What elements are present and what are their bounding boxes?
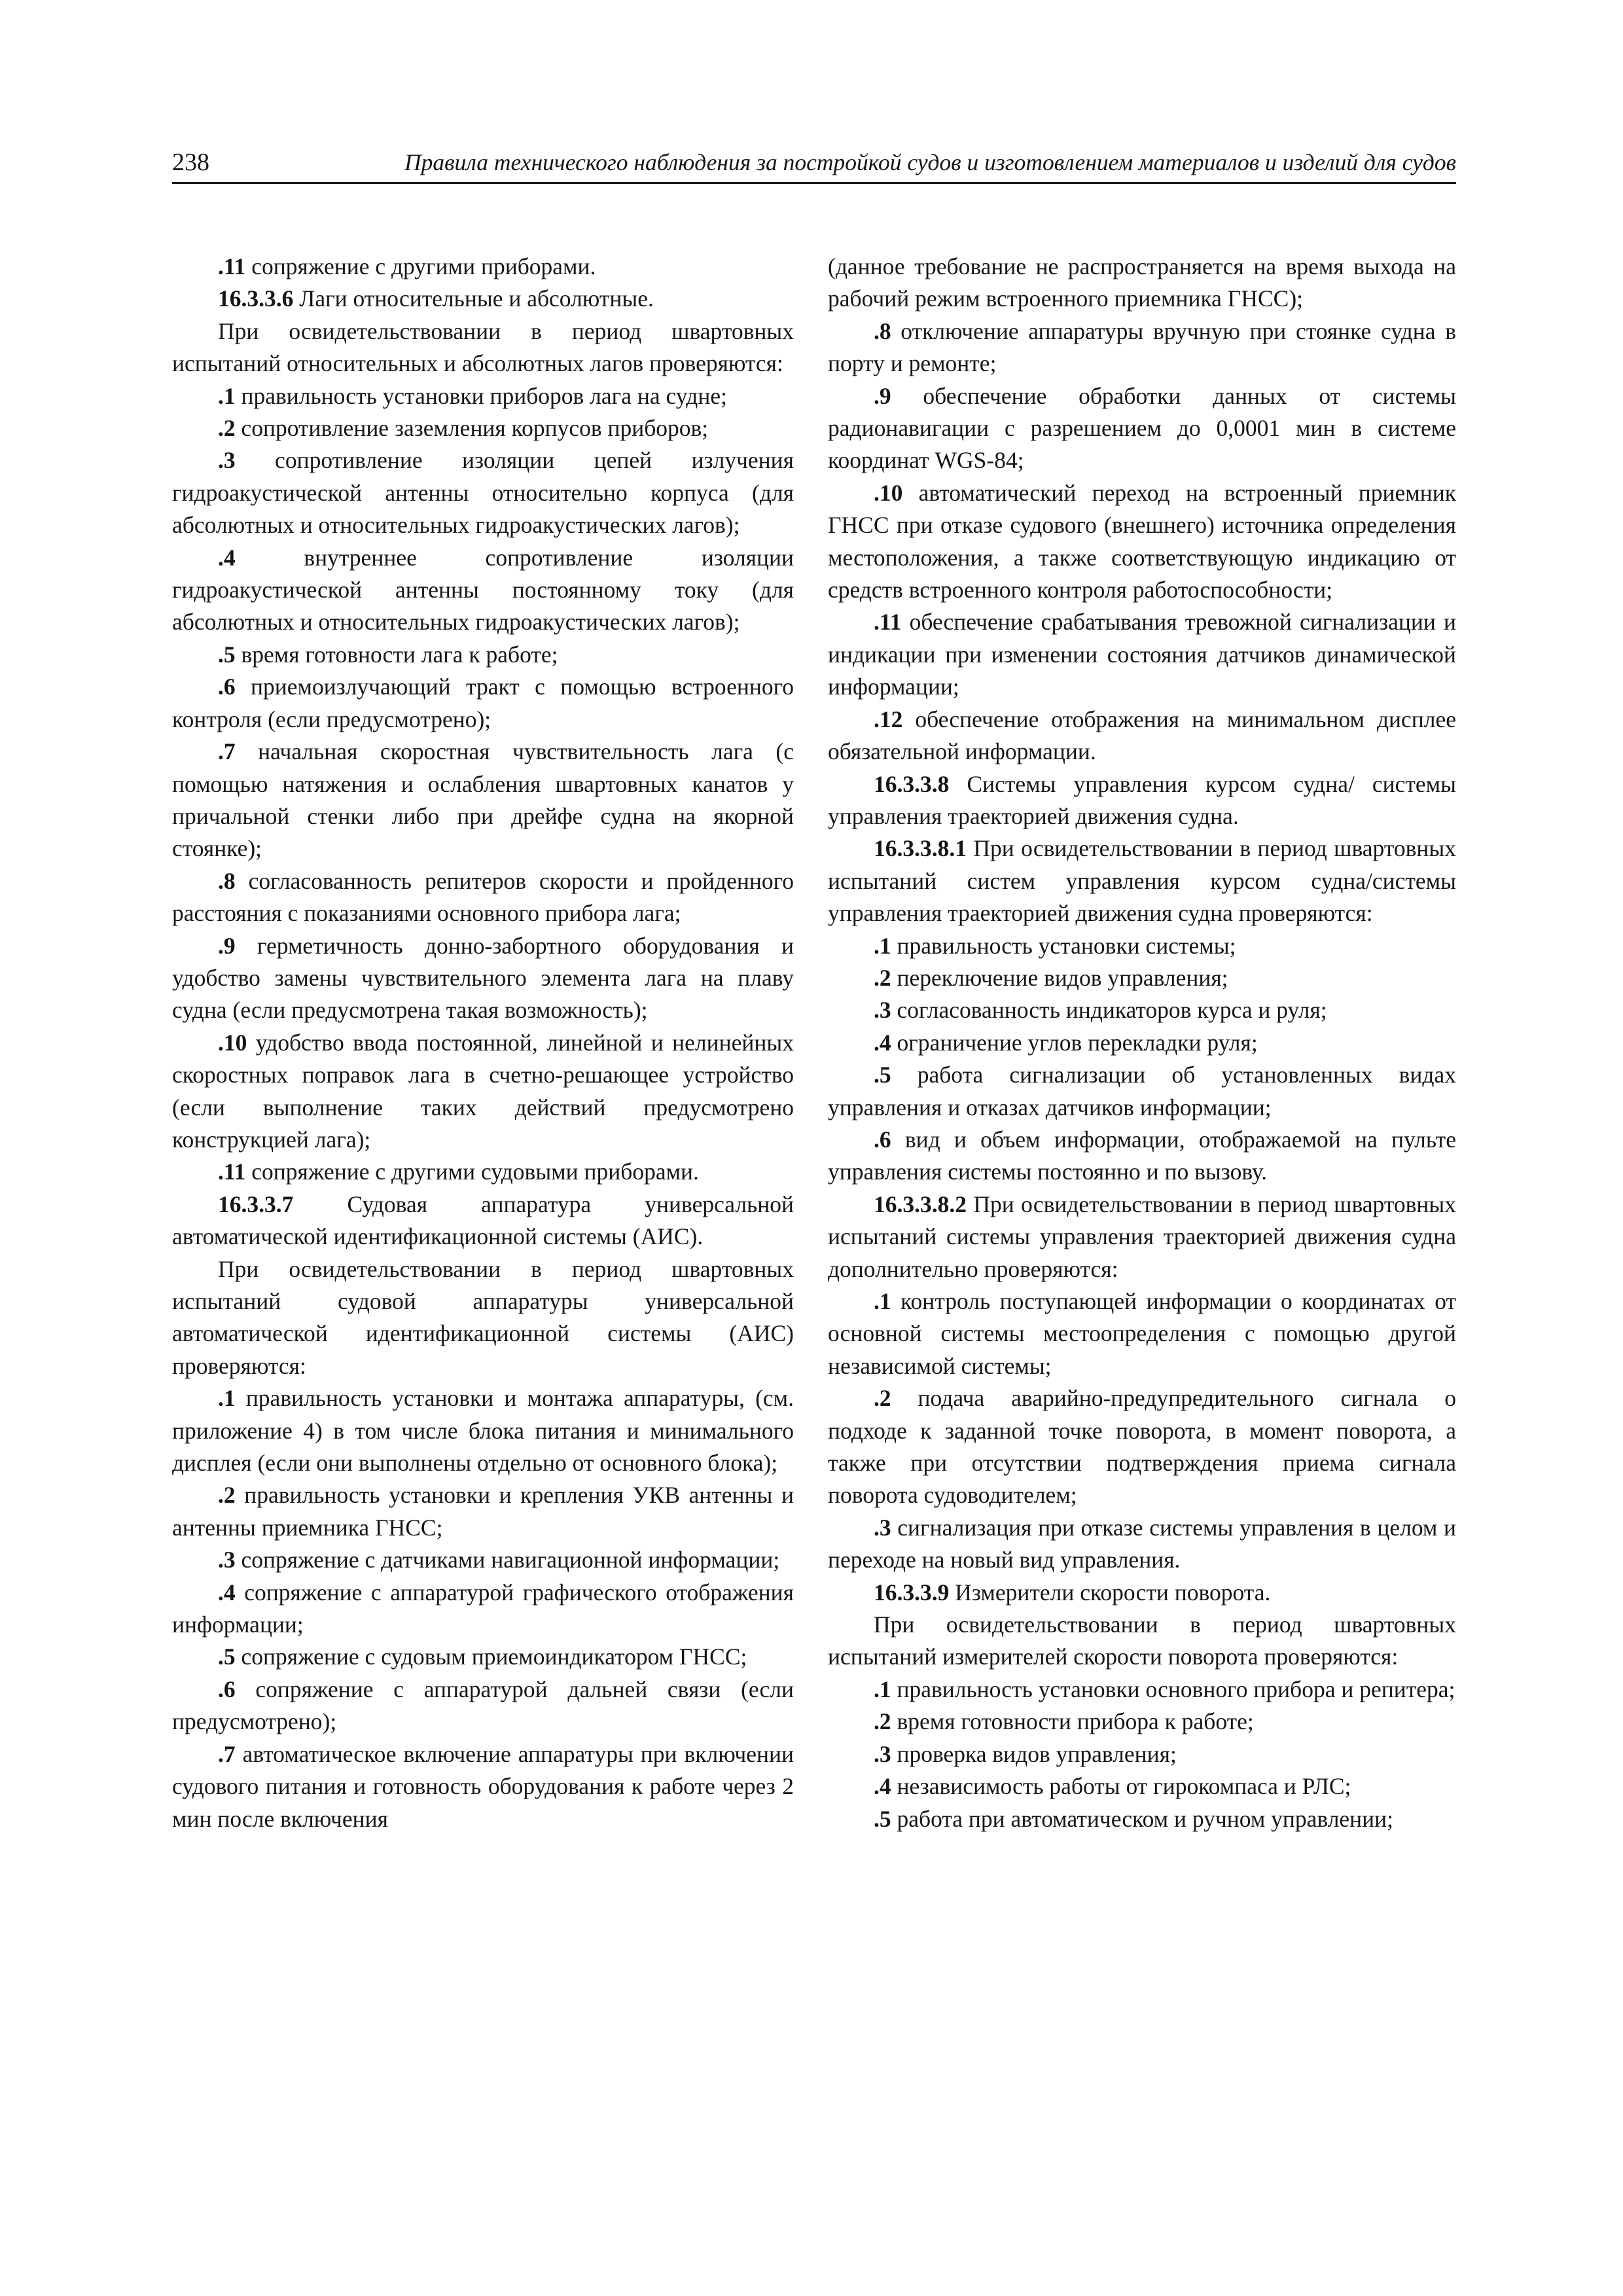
item-number: .4 bbox=[874, 1029, 891, 1056]
item-number: 16.3.3.8.2 bbox=[874, 1191, 967, 1217]
paragraph bbox=[172, 930, 794, 1027]
paragraph bbox=[828, 1803, 1456, 1835]
item-number: .7 bbox=[218, 1740, 236, 1767]
paragraph-text: переключение видов управления; bbox=[891, 964, 1228, 991]
item-number: .9 bbox=[218, 932, 236, 959]
paragraph bbox=[828, 994, 1456, 1026]
paragraph-text: согласованность индикаторов курса и руля; bbox=[891, 997, 1327, 1024]
item-number: .3 bbox=[218, 1547, 236, 1573]
item-number: .4 bbox=[218, 544, 236, 571]
item-number: .8 bbox=[218, 867, 236, 894]
paragraph-text: проверка видов управления; bbox=[891, 1740, 1177, 1767]
paragraph bbox=[828, 1512, 1456, 1577]
item-number: .6 bbox=[218, 673, 236, 700]
paragraph bbox=[172, 1544, 794, 1576]
item-number: .5 bbox=[218, 1643, 236, 1670]
paragraph-text: сопряжение с датчиками навигационной информации; bbox=[235, 1547, 780, 1573]
paragraph bbox=[828, 1706, 1456, 1738]
paragraph bbox=[828, 1124, 1456, 1189]
paragraph bbox=[172, 380, 794, 412]
paragraph-text: удобство ввода постоянной, линейной и нелинейных скоростных поправок лага в счетно-решающее устройство (если выполнение таких действий предусмотрено конструкцией лага); bbox=[172, 1029, 794, 1153]
paragraph bbox=[828, 1027, 1456, 1059]
item-number: .5 bbox=[874, 1062, 891, 1088]
paragraph-text: автоматический переход на встроенный приемник ГНСС при отказе судового (внешнего) источника определения местоположения, а также соответствующую индикацию от средств встроенного контроля работоспособности; bbox=[828, 479, 1456, 603]
item-number: .2 bbox=[218, 1482, 236, 1509]
paragraph-text: внутреннее сопротивление изоляции гидроакустической антенны постоянному току (для абсолютных и относительных гидроакустических лагов); bbox=[172, 544, 794, 636]
item-number: 16.3.3.9 bbox=[874, 1579, 950, 1605]
paragraph bbox=[172, 639, 794, 671]
paragraph-text: время готовности лага к работе; bbox=[235, 641, 558, 668]
paragraph bbox=[828, 1738, 1456, 1770]
item-number: 16.3.3.8.1 bbox=[874, 835, 967, 862]
paragraph bbox=[172, 1253, 794, 1383]
paragraph-text: контроль поступающей информации о координатах от основной системы местоопределения с помощью другой независимой системы; bbox=[828, 1288, 1456, 1379]
item-number: .5 bbox=[874, 1805, 891, 1832]
item-number: .12 bbox=[874, 706, 903, 732]
item-number: .2 bbox=[218, 415, 236, 442]
paragraph bbox=[172, 1479, 794, 1544]
paragraph-text: Лаги относительные и абсолютные. bbox=[293, 285, 654, 312]
paragraph bbox=[828, 606, 1456, 703]
item-number: .3 bbox=[874, 997, 891, 1024]
item-number: .1 bbox=[218, 1385, 236, 1412]
item-number: .4 bbox=[874, 1773, 891, 1800]
item-number: .3 bbox=[218, 447, 236, 474]
paragraph bbox=[828, 1674, 1456, 1706]
paragraph-text: сопряжение с другими приборами. bbox=[245, 253, 596, 279]
item-number: .6 bbox=[218, 1676, 236, 1702]
paragraph-text: сопряжение с аппаратурой дальней связи (если предусмотрено); bbox=[172, 1676, 794, 1735]
paragraph-text: согласованность репитеров скорости и пройденного расстояния с показаниями основного прибора лага; bbox=[172, 867, 794, 927]
item-number: .2 bbox=[874, 1708, 891, 1735]
item-number: .3 bbox=[874, 1740, 891, 1767]
paragraph-text: сигнализация при отказе системы управления в целом и переходе на новый вид управления. bbox=[828, 1514, 1456, 1573]
paragraph-text: работа при автоматическом и ручном управлении; bbox=[891, 1805, 1394, 1832]
paragraph-text: автоматическое включение аппаратуры при включении судового питания и готовность оборудования к работе через 2 мин после включения bbox=[172, 1740, 794, 1832]
left-column bbox=[172, 251, 794, 1835]
paragraph-text: независимость работы от гирокомпаса и РЛС; bbox=[891, 1773, 1351, 1800]
paragraph-text: обеспечение обработки данных от системы радионавигации с разрешением до 0,0001 мин в системе координат WGS-84; bbox=[828, 382, 1456, 474]
item-number: .2 bbox=[874, 1385, 891, 1412]
paragraph bbox=[828, 833, 1456, 929]
paragraph-text: обеспечение срабатывания тревожной сигнализации и индикации при изменении состояния датчиков динамической информации; bbox=[828, 609, 1456, 700]
paragraph bbox=[172, 283, 794, 315]
item-number: 16.3.3.8 bbox=[874, 770, 950, 797]
paragraph bbox=[172, 1577, 794, 1641]
item-number: .11 bbox=[874, 609, 902, 636]
paragraph bbox=[172, 1027, 794, 1157]
paragraph-text: (данное требование не распространяется на время выхода на рабочий режим встроенного приемника ГНСС); bbox=[828, 253, 1456, 312]
paragraph bbox=[828, 704, 1456, 768]
item-number: .6 bbox=[874, 1126, 891, 1153]
paragraph-text: правильность установки основного прибора и репитера; bbox=[891, 1676, 1455, 1702]
item-number: .7 bbox=[218, 738, 236, 765]
paragraph bbox=[172, 444, 794, 541]
paragraph bbox=[172, 1738, 794, 1835]
item-number: .5 bbox=[218, 641, 236, 668]
paragraph-text: правильность установки и крепления УКВ антенны и антенны приемника ГНСС; bbox=[172, 1482, 794, 1541]
paragraph-text: вид и объем информации, отображаемой на пульте управления системы постоянно и по вызову. bbox=[828, 1126, 1456, 1185]
item-number: .3 bbox=[874, 1514, 891, 1541]
item-number: .11 bbox=[218, 253, 246, 279]
paragraph-text: сопротивление изоляции цепей излучения гидроакустической антенны относительно корпуса (для абсолютных и относительных гидроакустических лагов); bbox=[172, 447, 794, 539]
item-number: .1 bbox=[874, 932, 891, 959]
paragraph-text: При освидетельствовании в период швартовных испытаний измерителей скорости поворота проверяются: bbox=[828, 1611, 1456, 1670]
paragraph-text: приемоизлучающий тракт с помощью встроенного контроля (если предусмотрено); bbox=[172, 673, 794, 732]
paragraph-text: сопряжение с аппаратурой графического отображения информации; bbox=[172, 1579, 794, 1638]
paragraph bbox=[828, 1285, 1456, 1382]
paragraph-text: Судовая аппаратура универсальной автоматической идентификационной системы (АИС). bbox=[172, 1191, 794, 1250]
item-number: .10 bbox=[874, 479, 903, 506]
paragraph-text: правильность установки системы; bbox=[891, 932, 1236, 959]
paragraph-text: При освидетельствовании в период швартовных испытаний относительных и абсолютных лагов проверяются: bbox=[172, 317, 794, 377]
paragraph bbox=[828, 1059, 1456, 1124]
page-number: 238 bbox=[172, 149, 209, 176]
item-number: .2 bbox=[874, 964, 891, 991]
paragraph-text: сопротивление заземления корпусов приборов; bbox=[235, 415, 709, 442]
paragraph-text: подача аварийно-предупредительного сигнала о подходе к заданной точке поворота, в момент поворота, а также при отсутствии подтверждения приема сигнала поворота судоводителем; bbox=[828, 1385, 1456, 1509]
item-number: .11 bbox=[218, 1158, 246, 1185]
paragraph bbox=[172, 1641, 794, 1673]
paragraph bbox=[172, 1156, 794, 1188]
item-number: .9 bbox=[874, 382, 891, 409]
paragraph-text: отключение аппаратуры вручную при стоянке судна в порту и ремонте; bbox=[828, 317, 1456, 377]
paragraph bbox=[828, 1577, 1456, 1609]
paragraph bbox=[172, 315, 794, 380]
item-number: .10 bbox=[218, 1029, 247, 1056]
paragraph bbox=[172, 251, 794, 283]
paragraph-text: время готовности прибора к работе; bbox=[891, 1708, 1254, 1735]
paragraph bbox=[828, 1382, 1456, 1512]
item-number: .4 bbox=[218, 1579, 236, 1605]
running-header bbox=[172, 145, 1456, 184]
paragraph-text: Системы управления курсом судна/ системы управления траекторией движения судна. bbox=[828, 770, 1456, 829]
paragraph-text: сопряжение с судовым приемоиндикатором ГНСС; bbox=[235, 1643, 747, 1670]
item-number: .1 bbox=[218, 382, 236, 409]
paragraph bbox=[172, 542, 794, 639]
paragraph bbox=[172, 671, 794, 736]
paragraph-text: При освидетельствовании в период швартовных испытаний судовой аппаратуры универсальной автоматической идентификационной системы (АИС) проверяются: bbox=[172, 1255, 794, 1379]
paragraph bbox=[828, 1609, 1456, 1674]
running-title: Правила технического наблюдения за постройкой судов и изготовлением материалов и изделий для судов bbox=[404, 149, 1456, 175]
paragraph bbox=[828, 1189, 1456, 1285]
paragraph-text: сопряжение с другими судовыми приборами. bbox=[245, 1158, 699, 1185]
paragraph bbox=[828, 962, 1456, 994]
item-number: 16.3.3.7 bbox=[218, 1191, 294, 1217]
paragraph-text: правильность установки и монтажа аппаратуры, (см. приложение 4) в том числе блока питания и минимального дисплея (если они выполнены отдельно от основного блока); bbox=[172, 1385, 794, 1477]
item-number: .1 bbox=[874, 1676, 891, 1702]
paragraph-text: ограничение углов перекладки руля; bbox=[891, 1029, 1258, 1056]
paragraph-text: герметичность донно-забортного оборудования и удобство замены чувствительного элемента лага на плаву судна (если предусмотрена такая возможность); bbox=[172, 932, 794, 1024]
paragraph bbox=[172, 865, 794, 930]
paragraph bbox=[172, 1382, 794, 1479]
paragraph-text: Измерители скорости поворота. bbox=[949, 1579, 1271, 1605]
paragraph bbox=[828, 768, 1456, 833]
paragraph-text: обеспечение отображения на минимальном дисплее обязательной информации. bbox=[828, 706, 1456, 765]
item-number: 16.3.3.6 bbox=[218, 285, 294, 312]
paragraph-text: работа сигнализации об установленных видах управления и отказах датчиков информации; bbox=[828, 1062, 1456, 1121]
paragraph bbox=[172, 1189, 794, 1253]
paragraph bbox=[828, 315, 1456, 380]
paragraph bbox=[828, 251, 1456, 315]
paragraph bbox=[828, 1770, 1456, 1803]
paragraph-text: При освидетельствовании в период швартовных испытаний системы управления траекторией движения судна дополнительно проверяются: bbox=[828, 1191, 1456, 1282]
paragraph bbox=[172, 412, 794, 444]
paragraph bbox=[828, 930, 1456, 962]
paragraph bbox=[172, 1674, 794, 1738]
right-column bbox=[828, 251, 1456, 1835]
item-number: .1 bbox=[874, 1288, 891, 1314]
paragraph-text: При освидетельствовании в период швартовных испытаний систем управления курсом судна/системы управления траекторией движения судна проверяются: bbox=[828, 835, 1456, 927]
paragraph-text: правильность установки приборов лага на судне; bbox=[235, 382, 727, 409]
paragraph bbox=[172, 736, 794, 865]
paragraph-text: начальная скоростная чувствительность лага (с помощью натяжения и ослабления швартовных канатов у причальной стенки либо при дрейфе судна на якорной стоянке); bbox=[172, 738, 794, 862]
paragraph bbox=[828, 380, 1456, 477]
paragraph bbox=[828, 477, 1456, 607]
item-number: .8 bbox=[874, 317, 891, 344]
